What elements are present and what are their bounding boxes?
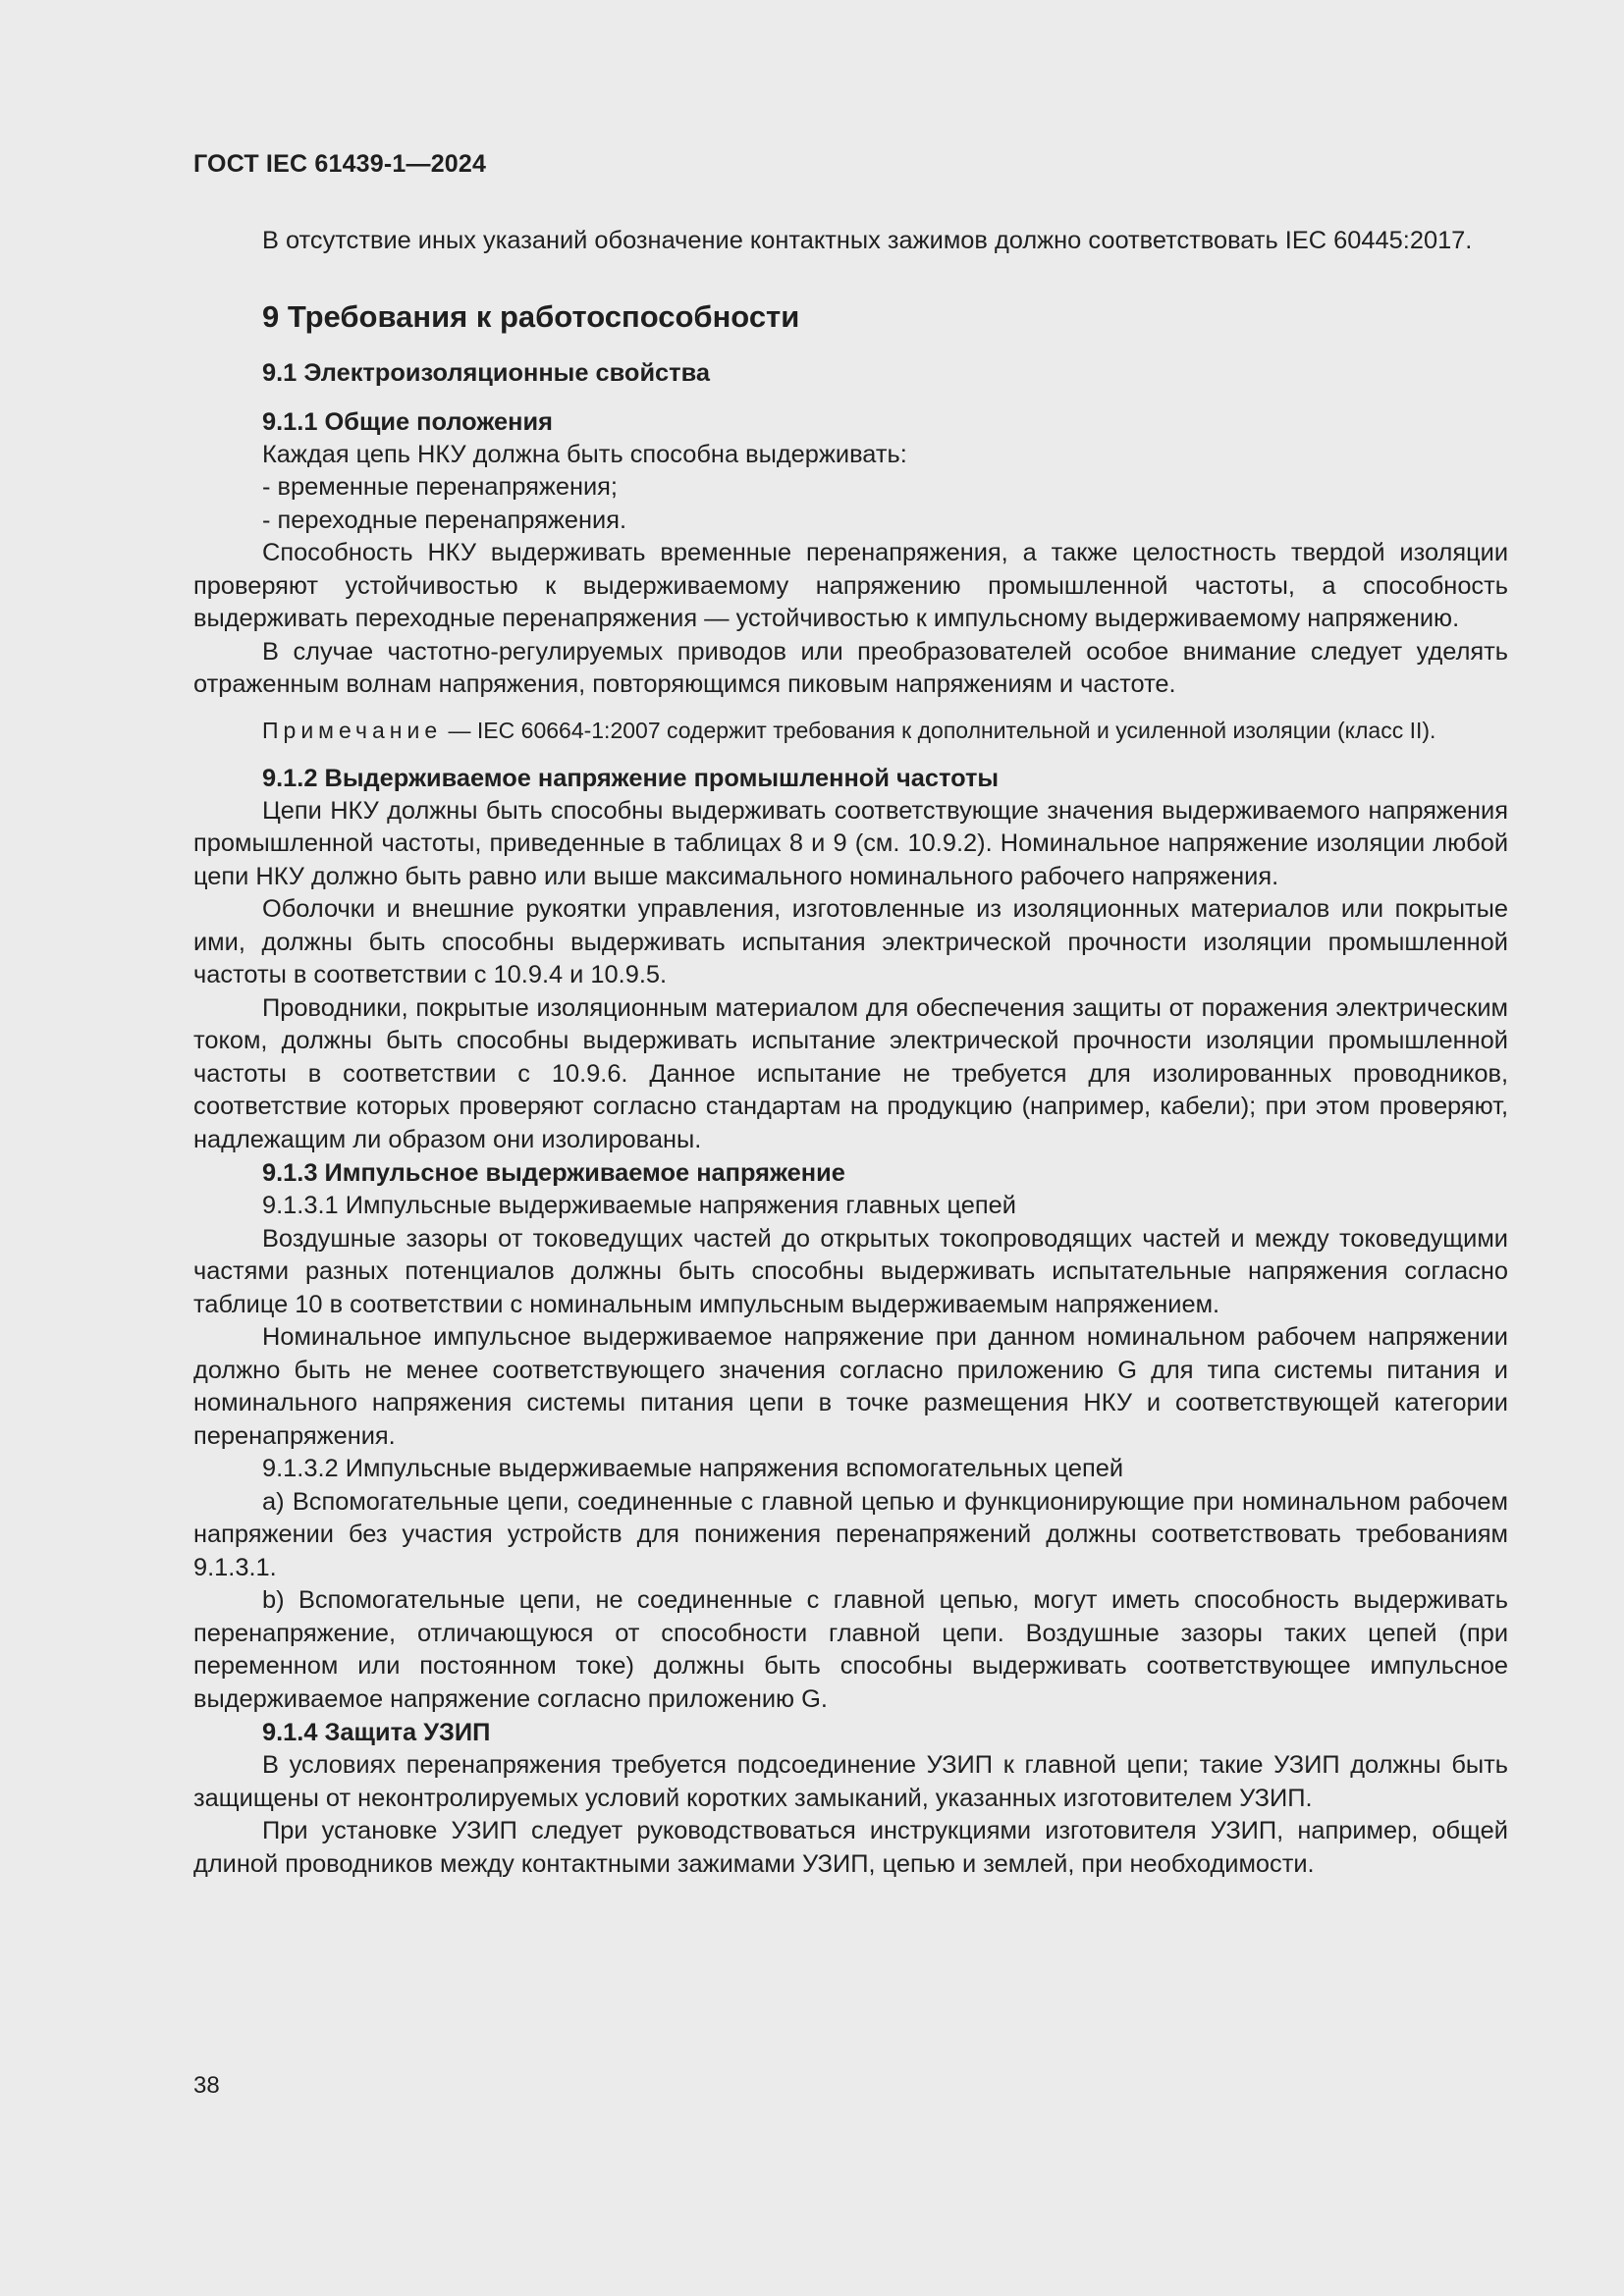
paragraph: Каждая цепь НКУ должна быть способна выдерживать: (262, 440, 907, 468)
paragraph: При установке УЗИП следует руководствоваться инструкциями изготовителя УЗИП, например, общей длиной проводников между контактными зажимами УЗИП, цепью и землей, при необходимости. (193, 1817, 1508, 1878)
note (193, 716, 1508, 746)
section-9-1-heading: 9.1 Электроизоляционные свойства (262, 358, 711, 387)
subsection-9-1-3-2-heading: 9.1.3.2 Импульсные выдерживаемые напряжения вспомогательных цепей (262, 1455, 1124, 1482)
section-9-1-1-heading: 9.1.1 Общие положения (262, 407, 553, 436)
subsection-9-1-3-1-heading: 9.1.3.1 Импульсные выдерживаемые напряжения главных цепей (262, 1192, 1016, 1219)
standard-header: ГОСТ IEC 61439-1—2024 (193, 150, 487, 178)
section-9-1-4-heading: 9.1.4 Защита УЗИП (262, 1719, 491, 1746)
paragraph: Цепи НКУ должны быть способны выдерживать соответствующие значения выдерживаемого напряжения промышленной частоты, приведенные в таблицах 8 и 9 (см. 10.9.2). Номинальное напряжение изоляции любой цепи НКУ должно быть равно или выше максимального номинального рабочего напряжения. (193, 796, 1508, 890)
paragraph: a) Вспомогательные цепи, соединенные с главной цепью и функционирующие при номинальном рабочем напряжении без участия устройств для понижения перенапряжений должны соответствовать требованиям 9.1.3.1. (193, 1487, 1508, 1581)
paragraph: В условиях перенапряжения требуется подсоединение УЗИП к главной цепи; такие УЗИП должны быть защищены от неконтролируемых условий коротких замыканий, указанных изготовителем УЗИП. (193, 1751, 1508, 1812)
list-item: - переходные перенапряжения. (262, 506, 627, 534)
note-text: — IEC 60664-1:2007 содержит требования к дополнительной и усиленной изоляции (класс II). (442, 717, 1436, 743)
paragraph: В случае частотно-регулируемых приводов или преобразователей особое внимание следует уделять отраженным волнам напряжения, повторяющимся пиковым напряжениям и частоте. (193, 637, 1508, 698)
paragraph: Способность НКУ выдерживать временные перенапряжения, а также целостность твердой изоляции проверяют устойчивостью к выдерживаемому напряжению промышленной частоты, а способность выдерживать переходные перенапряжения — устойчивостью к импульсному выдерживаемому напряжению. (193, 539, 1508, 632)
intro-paragraph: В отсутствие иных указаний обозначение контактных зажимов должно соответствовать IEC 60445:2017. (262, 227, 1473, 254)
note-label: Примечание (262, 717, 443, 743)
section-9-heading: 9 Требования к работоспособности (262, 298, 800, 334)
section-9-1-3-heading: 9.1.3 Импульсное выдерживаемое напряжение (262, 1159, 845, 1187)
page-number: 38 (193, 2072, 220, 2099)
paragraph: Номинальное импульсное выдерживаемое напряжение при данном номинальном рабочем напряжении должно быть не менее соответствующего значения согласно приложению G для типа системы питания и номинального напряжения системы питания цепи в точке размещения НКУ и соответствующей категории перенапряжения. (193, 1323, 1508, 1450)
paragraph: Воздушные зазоры от токоведущих частей до открытых токопроводящих частей и между токоведущими частями разных потенциалов должны быть способны выдерживать испытательные напряжения согласно таблице 10 в соответствии с номинальным импульсным выдерживаемым напряжением. (193, 1224, 1508, 1318)
paragraph: b) Вспомогательные цепи, не соединенные с главной цепью, могут иметь способность выдерживать перенапряжение, отличающуюся от способности главной цепи. Воздушные зазоры таких цепей (при переменном или постоянном токе) должны быть способны выдерживать соответствующее импульсное выдерживаемое напряжение согласно приложению G. (193, 1586, 1508, 1713)
document-page (193, 147, 1508, 1881)
paragraph: Оболочки и внешние рукоятки управления, изготовленные из изоляционных материалов или покрытые ими, должны быть способны выдерживать испытания электрической прочности изоляции промышленной частоты в соответствии с 10.9.4 и 10.9.5. (193, 895, 1508, 988)
paragraph: Проводники, покрытые изоляционным материалом для обеспечения защиты от поражения электрическим током, должны быть способны выдерживать испытание электрической прочности изоляции промышленной частоты в соответствии с 10.9.6. Данное испытание не требуется для изолированных проводников, соответствие которых проверяют согласно стандартам на продукцию (например, кабели); при этом проверяют, надлежащим ли образом они изолированы. (193, 993, 1508, 1153)
section-9-1-2-heading: 9.1.2 Выдерживаемое напряжение промышленной частоты (262, 764, 1000, 792)
list-item: - временные перенапряжения; (262, 473, 618, 501)
